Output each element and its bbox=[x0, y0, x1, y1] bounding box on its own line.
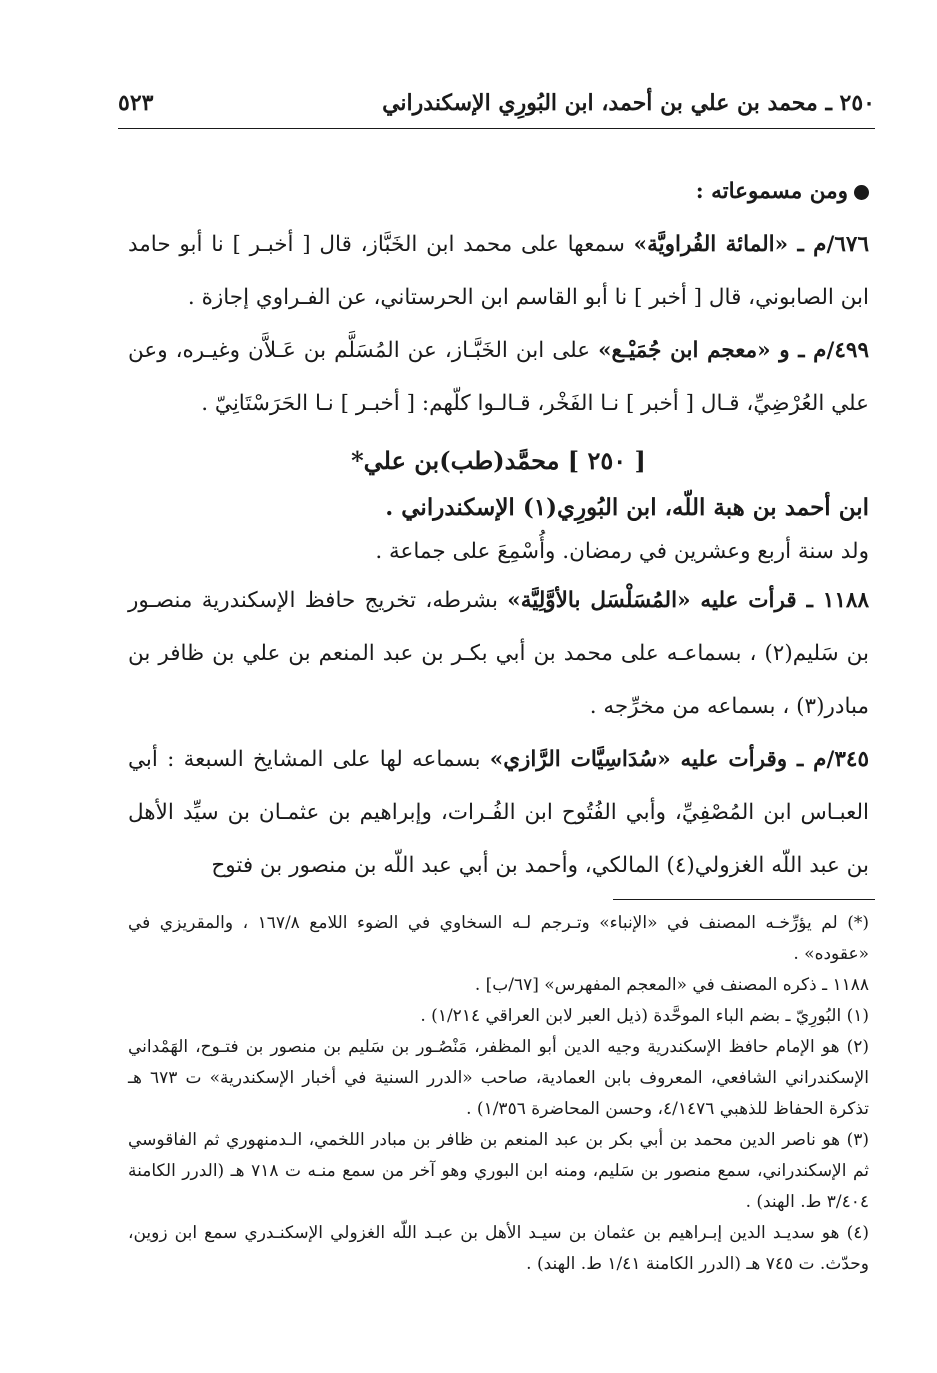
biography-subheading: ابن أحمد بن هبة اللّه، ابن البُورِي(١) الإسكندراني . bbox=[385, 494, 869, 521]
entry-faraawiyya bbox=[128, 218, 869, 324]
footnote-1188: ١١٨٨ ـ ذكره المصنف في «المعجم المفهرس» [٦٧/ب] . bbox=[474, 975, 869, 995]
entry-text: بشرطه، تخريج حافظ الإسكندرية منصـور بن سَليم(٢) ، بسماعـه على محمد بن أبي بكـر بن عبد المنعم بن علي بن ظافر بن مبادر(٣) ، بسماعه من مخرِّجه . bbox=[128, 588, 869, 719]
entry-mujam bbox=[128, 324, 869, 430]
biography-birth: ولد سنة أربع وعشرين في رمضان. وأُسْمِعَ على جماعة . bbox=[375, 539, 869, 564]
entry-sudasiyyat bbox=[128, 733, 869, 892]
entry-title: ١١٨٨ ـ قرأت عليه «المُسَلْسَل بالأوَّلِيَّة» bbox=[507, 588, 869, 613]
entry-text: بسماعه لها على المشايخ السبعة : أبي العبـاس ابن المُصْفِيِّ، وأبي الفُتُوح ابن الفُـرات، وإبراهيم بن عثمـان بن سيِّد الأهل بن عبد اللّه الغزولي(٤) المالكي، وأحمد بن أبي عبد اللّه بن منصور بن فتوح bbox=[128, 747, 869, 878]
running-header bbox=[118, 78, 875, 129]
footnote-divider bbox=[613, 899, 875, 900]
entry-musalsal bbox=[128, 574, 869, 733]
header-title: ٢٥٠ ـ محمد بن علي بن أحمد، ابن البُورِي الإسكندراني bbox=[382, 90, 875, 116]
footnote-3: (٣) هو ناصر الدين محمد بن أبي بكر بن عبد المنعم بن ظافر بن مبادر اللخمي، الـدمنهوري ثم الفاقوسي ثم الإسكندراني، سمع منصور بن سَليم، ومنه ابن البوري وهو آخر من سمع منـه ت ٧١٨ هـ (الدرر الكامنة ٣/٤٠٤ ط. الهند) . bbox=[128, 1130, 869, 1212]
entry-title: ٤٩٩/م ـ و «معجم ابن جُمَيْـع» bbox=[598, 338, 870, 363]
biography-heading: [ ٢٥٠ ] محمَّد(طب)بن علي* bbox=[351, 446, 646, 475]
main-text bbox=[128, 165, 869, 892]
bullet-icon bbox=[854, 185, 869, 200]
footnote-4: (٤) هو سديـد الدين إبـراهيم بن عثمان بن سيـد الأهل بن عبـد اللّه الغزولي الإسكنـدري سمع ابن زوين، وحدّث. ت ٧٤٥ هـ (الدرر الكامنة ١/٤١ ط. الهند) . bbox=[128, 1223, 869, 1274]
entry-text: على ابن الخَبَّـاز، عن المُسَلَّم بن عَـلاَّن وغيـره، وعن علي العُرْضِيِّ، قـال [ أخبر ] نـا الفَخْر، قـالـوا كلّهم: [ أخبـر ] نـا الحَرَسْتَانِيّ . bbox=[128, 338, 869, 416]
footnote-1: (١) البُورِيّ ـ بضم الباء الموحَّدة (ذيل العبر لابن العراقي ١/٢١٤) . bbox=[420, 1006, 869, 1026]
footnote-star: (*) لم يؤرِّخـه المصنف في «الإنباء» وتـرجم لـه السخاوي في الضوء اللامع ١٦٧/٨ ، والمقريزي في «عقوده» . bbox=[128, 913, 869, 964]
footnote-2: (٢) هو الإمام حافظ الإسكندرية وجيه الدين أبو المظفر، مَنْصُـور بن سَليم بن منصور بن فتـوح، الهَمْداني الإسكندراني الشافعي، المعروف بابن العمادية، صاحب «الدرر السنية في أخبار الإسكندرية» ت ٦٧٣ هـ تذكرة الحفاظ للذهبي ٤/١٤٧٦، وحسن المحاضرة ١/٣٥٦) . bbox=[128, 1037, 869, 1119]
entry-title: ٣٤٥/م ـ وقرأت عليه «سُدَاسِيَّات الرَّازي» bbox=[489, 747, 869, 772]
entry-title: ٦٧٦/م ـ «المائة الفُراويَّة» bbox=[633, 232, 869, 257]
section-intro: ومن مسموعاته : bbox=[128, 165, 869, 218]
page-number: ٥٢٣ bbox=[118, 90, 154, 116]
footnotes bbox=[128, 908, 869, 1280]
entry-text: سمعها على محمد ابن الخَبَّاز، قال [ أخبـر ] نا أبو حامد ابن الصابوني، قال [ أخبر ] نا أبو القاسم ابن الحرستاني، عن الفـراوي إجازة . bbox=[128, 232, 869, 310]
